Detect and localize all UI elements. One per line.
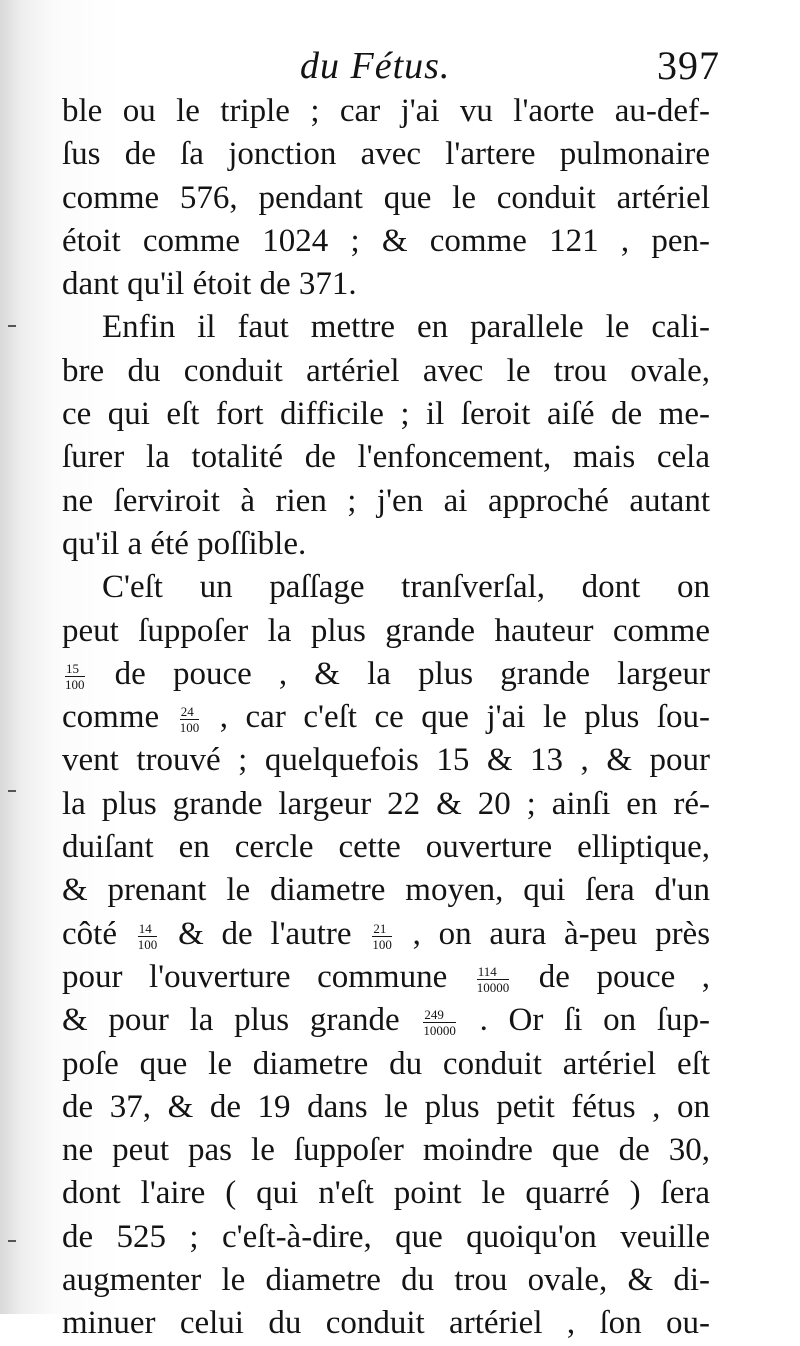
paragraph-start-line: Enfin il faut mettre en parallele le cali- [102,309,710,346]
text-line-with-fraction [62,653,710,696]
text-line: ſurer la totalité de l'enfoncement, mais cela [62,439,710,476]
fraction-numerator: 249 [423,1008,456,1023]
fraction [180,705,200,734]
text-line: la plus grande largeur 22 & 20 ; ainſi en ré- [62,785,710,822]
fraction-denominator: 100 [372,936,392,952]
margin-mark [8,790,16,792]
text-line: peut ſuppoſer la plus grande hauteur comme [62,612,710,649]
fraction [138,922,158,951]
fraction [65,662,85,691]
paragraph-start-line: C'eſt un paſſage tranſverſal, dont on [102,569,710,606]
line-segment: , car c'eſt ce que j'ai le plus ſou- [219,699,711,736]
text-line: ſus de ſa jonction avec l'artere pulmonaire [62,136,710,173]
line-segment: & pour la plus grande [62,1002,400,1039]
page-number: 397 [657,43,720,88]
text-line: ce qui eſt fort difficile ; il ſeroit aiſé de me- [62,396,710,433]
text-line: de 525 ; c'eſt-à-dire, que quoiqu'on veuille [62,1218,710,1255]
text-line-with-fraction [62,696,710,739]
fraction-denominator: 100 [179,720,200,736]
text-line-with-fraction [62,913,710,956]
line-segment: pour l'ouverture commune [62,958,448,995]
fraction-numerator: 24 [180,705,200,720]
fraction-numerator: 114 [477,965,510,980]
text-line: vent trouvé ; quelquefois 15 & 13 , & pour [62,742,710,779]
text-line: de 37, & de 19 dans le plus petit fétus , on [62,1088,710,1125]
line-segment: de pouce , & la plus grande largeur [114,655,710,692]
text-line: ne peut pas le ſuppoſer moindre que de 30, [62,1132,710,1169]
fraction-numerator: 15 [65,662,85,677]
text-line: & prenant le diametre moyen, qui ſera d'un [62,872,710,909]
fraction-numerator: 14 [138,922,158,937]
text-line: minuer celui du conduit artériel , ſon ou- [62,1305,710,1342]
text-line: dont l'aire ( qui n'eſt point le quarré ) ſera [62,1175,710,1212]
fraction-denominator: 100 [65,676,85,692]
text-line: ble ou le triple ; car j'ai vu l'aorte au-def- [62,93,710,129]
text-line: bre du conduit artériel avec le trou ovale, [62,352,710,389]
text-line-with-fraction [62,999,710,1042]
fraction [372,922,392,951]
line-segment: . Or ſi on ſup- [479,1002,710,1039]
line-segment: comme [62,699,160,736]
fraction-denominator: 100 [137,936,158,952]
text-body [62,90,710,1346]
fraction [477,965,510,994]
text-line-with-fraction [62,956,710,999]
line-segment: , on aura à-peu près [412,915,711,952]
text-line: qu'il a été poſſible. [62,525,307,562]
fraction-numerator: 21 [372,922,392,937]
fraction-denominator: 10000 [476,979,510,995]
text-line: poſe que le diametre du conduit artériel eſt [62,1045,710,1082]
text-line: comme 576, pendant que le conduit artériel [62,179,710,216]
margin-mark [8,1240,16,1242]
fraction-denominator: 10000 [423,1023,456,1039]
text-line: dant qu'il étoit de 371. [62,266,357,303]
line-segment: de pouce , [538,958,711,995]
fraction [423,1008,456,1037]
text-line: duiſant en cercle cette ouverture elliptique, [62,829,710,866]
line-segment: & de l'autre [178,915,352,952]
text-line: augmenter le diametre du trou ovale, & di- [62,1262,710,1299]
text-line: étoit comme 1024 ; & comme 121 , pen- [62,222,710,259]
text-line: ne ſerviroit à rien ; j'en ai approché autant [62,482,710,519]
margin-mark [8,325,16,327]
line-segment: côté [62,915,117,952]
running-title: du Fétus. [300,45,451,87]
